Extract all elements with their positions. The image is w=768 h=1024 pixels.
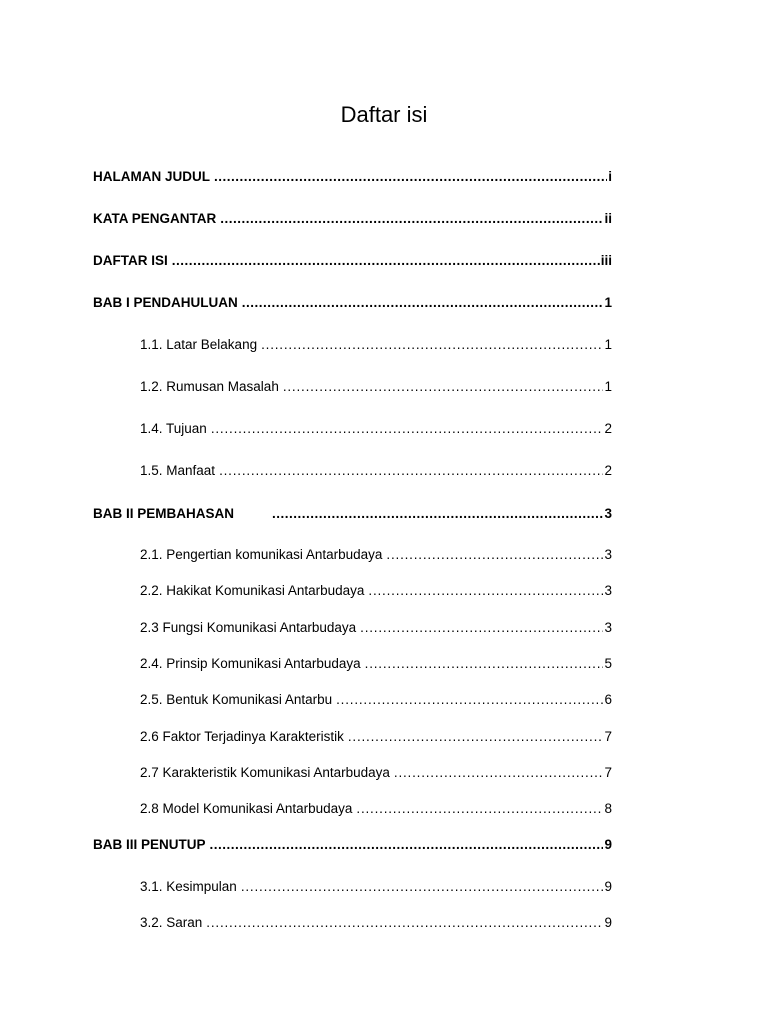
toc-entry-bab-3: [93, 836, 612, 854]
toc-leader-dots: [386, 546, 603, 564]
toc-leader-dots: [394, 764, 604, 782]
toc-page-number: ii: [604, 211, 612, 226]
toc-entry-label: 2.3 Fungsi Komunikasi Antarbudaya: [140, 620, 357, 635]
toc-entry-2-1: [140, 546, 612, 564]
toc-entry-2-5: [140, 691, 612, 709]
toc-leader-dots: [283, 378, 604, 396]
toc-page-number: 2: [604, 463, 612, 478]
toc-page-number: 2: [604, 421, 612, 436]
toc-page-number: 7: [604, 729, 612, 744]
toc-leader-dots: [348, 728, 604, 746]
toc-page-number: 5: [604, 656, 612, 671]
toc-entry-daftar-isi: [93, 252, 612, 270]
toc-entry-label: 2.7 Karakteristik Komunikasi Antarbudaya: [140, 765, 390, 780]
toc-entry-label: 2.2. Hakikat Komunikasi Antarbudaya: [140, 583, 365, 598]
toc-leader-dots: [336, 691, 603, 709]
toc-entry-2-8: [140, 800, 612, 818]
toc-leader-dots: [272, 505, 603, 523]
toc-page-number: 3: [604, 583, 612, 598]
toc-entry-2-3: [140, 619, 612, 637]
toc-page-number: 3: [604, 547, 612, 562]
toc-page-number: 3: [604, 620, 612, 635]
toc-entry-halaman-judul: [93, 168, 612, 186]
toc-page-number: 9: [604, 915, 612, 930]
toc-entry-label: BAB II PEMBAHASAN: [93, 506, 235, 521]
toc-leader-dots: [206, 914, 603, 932]
toc-entry-2-4: [140, 655, 612, 673]
toc-entry-1-4: [140, 420, 612, 438]
toc-entry-label: HALAMAN JUDUL: [93, 169, 210, 184]
toc-leader-dots: [242, 294, 604, 312]
toc-leader-dots: [211, 420, 604, 438]
toc-entry-label: 2.5. Bentuk Komunikasi Antarbu: [140, 692, 333, 707]
toc-entry-label: 2.6 Faktor Terjadinya Karakteristik: [140, 729, 344, 744]
toc-page-number: 8: [604, 801, 612, 816]
toc-page-number: iii: [600, 253, 612, 268]
toc-entry-label: 2.4. Prinsip Komunikasi Antarbudaya: [140, 656, 361, 671]
toc-entry-2-7: [140, 764, 612, 782]
toc-leader-dots: [219, 462, 603, 480]
toc-entry-label: BAB I PENDAHULUAN: [93, 295, 238, 310]
toc-entry-kata-pengantar: [93, 210, 612, 228]
toc-page-number: i: [608, 169, 612, 184]
toc-leader-dots: [214, 168, 607, 186]
toc-entry-bab-2: [93, 505, 612, 523]
toc-page-number: 9: [604, 837, 612, 852]
toc-entry-3-1: [140, 878, 612, 896]
toc-entry-2-2: [140, 582, 612, 600]
toc-page-number: 6: [604, 692, 612, 707]
toc-page-number: 1: [604, 337, 612, 352]
toc-page-number: 9: [604, 879, 612, 894]
page-title: Daftar isi: [340, 102, 428, 127]
toc-leader-dots: [261, 336, 603, 354]
toc-leader-dots: [172, 252, 600, 270]
toc-entry-label: 2.1. Pengertian komunikasi Antarbudaya: [140, 547, 383, 562]
toc-leader-dots: [368, 582, 603, 600]
toc-entry-2-6: [140, 728, 612, 746]
toc-entry-label: DAFTAR ISI: [93, 253, 168, 268]
toc-entry-label: 1.2. Rumusan Masalah: [140, 379, 279, 394]
toc-leader-dots: [365, 655, 604, 673]
toc-page-number: 1: [604, 379, 612, 394]
toc-entry-label: 1.5. Manfaat: [140, 463, 216, 478]
toc-entry-3-2: [140, 914, 612, 932]
toc-entry-label: 1.1. Latar Belakang: [140, 337, 258, 352]
toc-leader-dots: [360, 619, 603, 637]
toc-entry-1-2: [140, 378, 612, 396]
toc-entry-label: 1.4. Tujuan: [140, 421, 207, 436]
toc-entry-label: KATA PENGANTAR: [93, 211, 217, 226]
toc-page-number: 7: [604, 765, 612, 780]
toc-page-number: 3: [604, 506, 612, 521]
toc-entry-1-5: [140, 462, 612, 480]
toc-entry-label: 2.8 Model Komunikasi Antarbudaya: [140, 801, 353, 816]
toc-leader-dots: [356, 800, 603, 818]
toc-entry-label: BAB III PENUTUP: [93, 837, 206, 852]
toc-entry-label: 3.1. Kesimpulan: [140, 879, 237, 894]
toc-leader-dots: [220, 210, 603, 228]
toc-entry-1-1: [140, 336, 612, 354]
toc-leader-dots: [241, 878, 604, 896]
toc-page-number: 1: [604, 295, 612, 310]
toc-entry-label: 3.2. Saran: [140, 915, 203, 930]
toc-leader-dots: [210, 836, 604, 854]
toc-entry-bab-1: [93, 294, 612, 312]
